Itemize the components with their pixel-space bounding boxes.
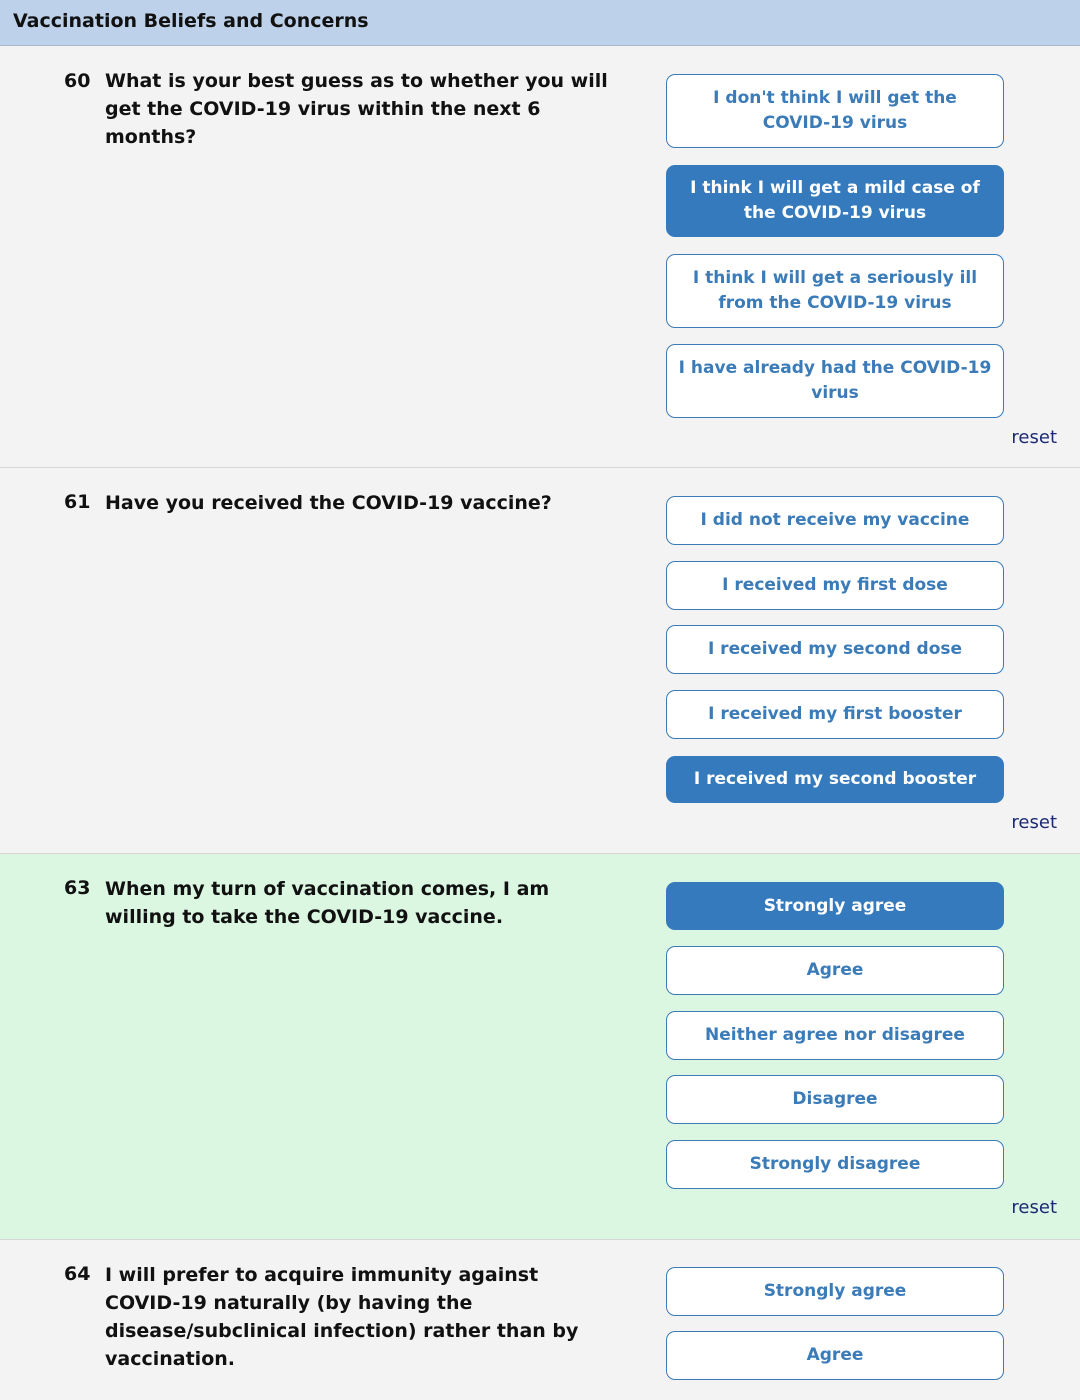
option-button[interactable]: Agree (666, 1331, 1004, 1380)
option-button[interactable]: I don't think I will get the COVID-19 virus (666, 74, 1004, 148)
option-button[interactable]: I think I will get a seriously ill from the COVID-19 virus (666, 254, 1004, 328)
section-title: Vaccination Beliefs and Concerns (13, 10, 369, 32)
option-button[interactable]: I received my second booster (666, 756, 1004, 803)
question-number: 63 (64, 877, 91, 899)
option-button[interactable]: Neither agree nor disagree (666, 1011, 1004, 1060)
question-60 (0, 46, 1080, 468)
question-text: When my turn of vaccination comes, I am willing to take the COVID-19 vaccine. (105, 878, 550, 928)
question-number: 60 (64, 70, 91, 92)
question-number: 64 (64, 1263, 91, 1285)
option-button[interactable]: Strongly disagree (666, 1140, 1004, 1189)
option-button[interactable]: Agree (666, 946, 1004, 995)
option-button[interactable]: I received my second dose (666, 625, 1004, 674)
question-text: Have you received the COVID-19 vaccine? (105, 492, 552, 514)
option-button[interactable]: I have already had the COVID-19 virus (666, 344, 1004, 418)
question-63 (0, 854, 1080, 1240)
option-button[interactable]: Disagree (666, 1075, 1004, 1124)
reset-link[interactable]: reset (1011, 812, 1057, 833)
question-61 (0, 468, 1080, 854)
option-button[interactable]: Strongly agree (666, 1267, 1004, 1316)
section-header (0, 0, 1080, 46)
question-64 (0, 1240, 1080, 1400)
question-number: 61 (64, 491, 91, 513)
reset-link[interactable]: reset (1011, 1197, 1057, 1218)
option-button[interactable]: I received my first dose (666, 561, 1004, 610)
option-button[interactable]: I received my first booster (666, 690, 1004, 739)
option-button[interactable]: I think I will get a mild case of the COVID-19 virus (666, 165, 1004, 237)
option-button[interactable]: I did not receive my vaccine (666, 496, 1004, 545)
option-button[interactable]: Strongly agree (666, 882, 1004, 930)
question-text: What is your best guess as to whether you will get the COVID-19 virus within the next 6 months? (105, 70, 608, 148)
question-text: I will prefer to acquire immunity against COVID-19 naturally (by having the disease/subclinical infection) rather than by vaccination. (105, 1264, 579, 1370)
reset-link[interactable]: reset (1011, 427, 1057, 448)
